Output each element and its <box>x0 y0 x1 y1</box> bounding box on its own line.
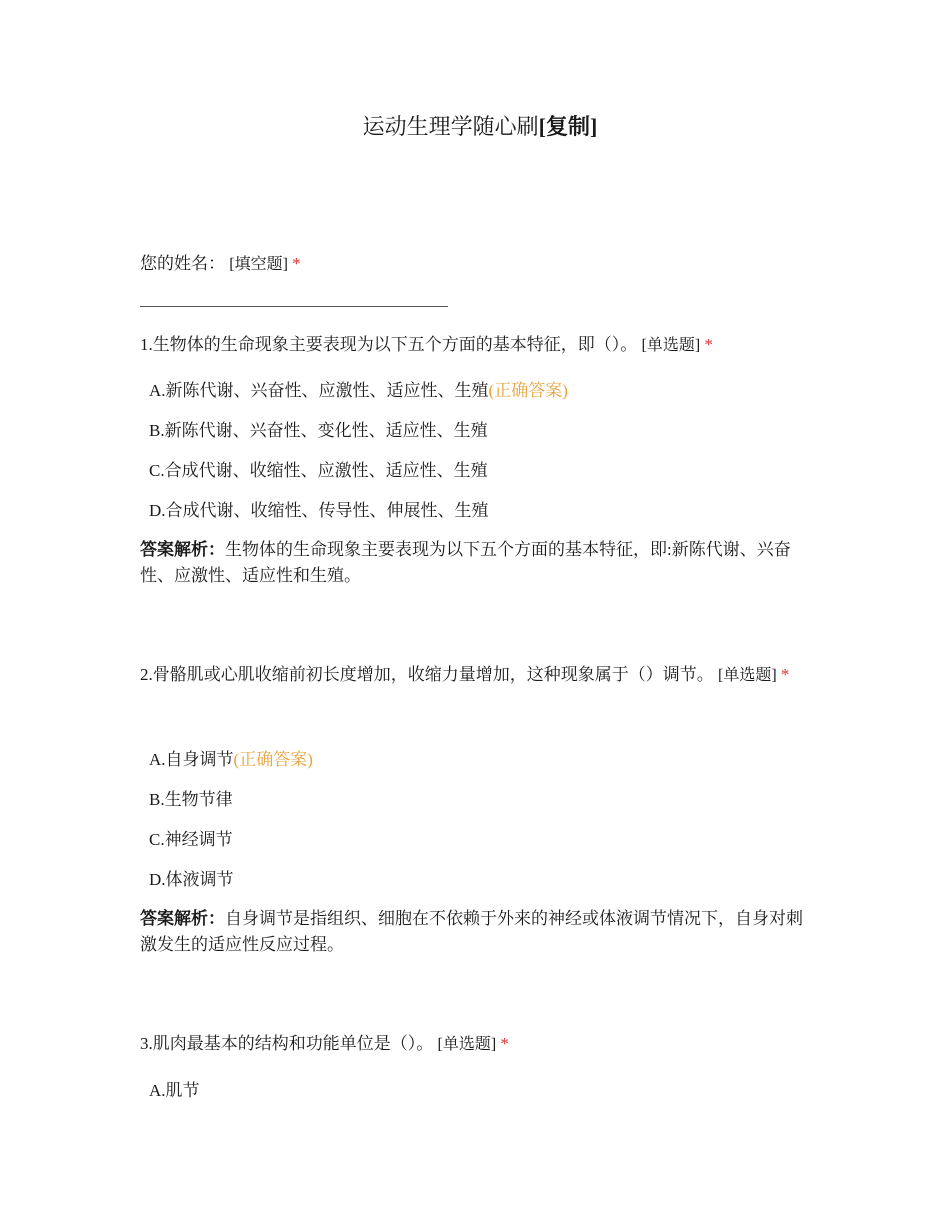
option-text: A.肌节 <box>149 1081 200 1100</box>
analysis-text: 自身调节是指组织、细胞在不依赖于外来的神经或体液调节情况下，自身对刺激发生的适应性反应过程。 <box>140 909 803 954</box>
required-mark: * <box>780 665 790 684</box>
q1-option-d[interactable] <box>149 499 489 523</box>
question-type: [单选题] <box>437 1036 497 1053</box>
correct-answer-tag: (正确答案) <box>488 381 568 400</box>
q2-option-a[interactable] <box>149 748 313 772</box>
analysis-label: 答案解析： <box>140 540 225 559</box>
question-stem: 1.生物体的生命现象主要表现为以下五个方面的基本特征，即（）。 <box>140 335 638 354</box>
q2-option-d[interactable] <box>149 868 234 892</box>
q3-option-a[interactable] <box>149 1079 200 1103</box>
analysis-label: 答案解析： <box>140 909 225 928</box>
name-question <box>140 245 820 284</box>
correct-answer-tag: (正确答案) <box>233 750 313 769</box>
page-title <box>0 112 950 142</box>
option-text: B.生物节律 <box>149 790 233 809</box>
option-text: C.神经调节 <box>149 830 233 849</box>
option-text: D.合成代谢、收缩性、传导性、伸展性、生殖 <box>149 501 489 520</box>
option-text: B.新陈代谢、兴奋性、变化性、适应性、生殖 <box>149 421 488 440</box>
q1-option-b[interactable] <box>149 419 488 443</box>
question-3-stem <box>140 1025 820 1064</box>
q2-analysis <box>140 906 810 958</box>
required-mark: * <box>500 1034 509 1053</box>
question-2-stem <box>140 656 820 695</box>
question-type: [填空题] <box>229 256 288 273</box>
analysis-text: 生物体的生命现象主要表现为以下五个方面的基本特征，即:新陈代谢、兴奋性、应激性、适应性和生殖。 <box>140 540 791 585</box>
required-mark: * <box>292 254 301 273</box>
option-text: A.新陈代谢、兴奋性、应激性、适应性、生殖 <box>149 381 489 400</box>
option-text: A.自身调节 <box>149 750 234 769</box>
q1-option-c[interactable] <box>149 459 488 483</box>
question-type: [单选题] <box>718 667 777 684</box>
title-copy-suffix: [复制] <box>538 114 598 139</box>
title-main: 运动生理学随心刷 <box>362 114 539 139</box>
q2-option-b[interactable] <box>149 788 233 812</box>
question-1-stem <box>140 326 820 365</box>
option-text: D.体液调节 <box>149 870 234 889</box>
question-stem: 2.骨骼肌或心肌收缩前初长度增加，收缩力量增加，这种现象属于（）调节。 <box>140 665 714 684</box>
question-type: [单选题] <box>641 337 701 354</box>
question-stem: 3.肌肉最基本的结构和功能单位是（）。 <box>140 1034 434 1053</box>
name-question-label: 您的姓名： <box>140 254 225 273</box>
required-mark: * <box>704 335 713 354</box>
name-answer-line[interactable] <box>140 306 448 307</box>
q1-option-a[interactable] <box>149 379 568 403</box>
q1-analysis <box>140 537 810 589</box>
option-text: C.合成代谢、收缩性、应激性、适应性、生殖 <box>149 461 488 480</box>
q2-option-c[interactable] <box>149 828 233 852</box>
